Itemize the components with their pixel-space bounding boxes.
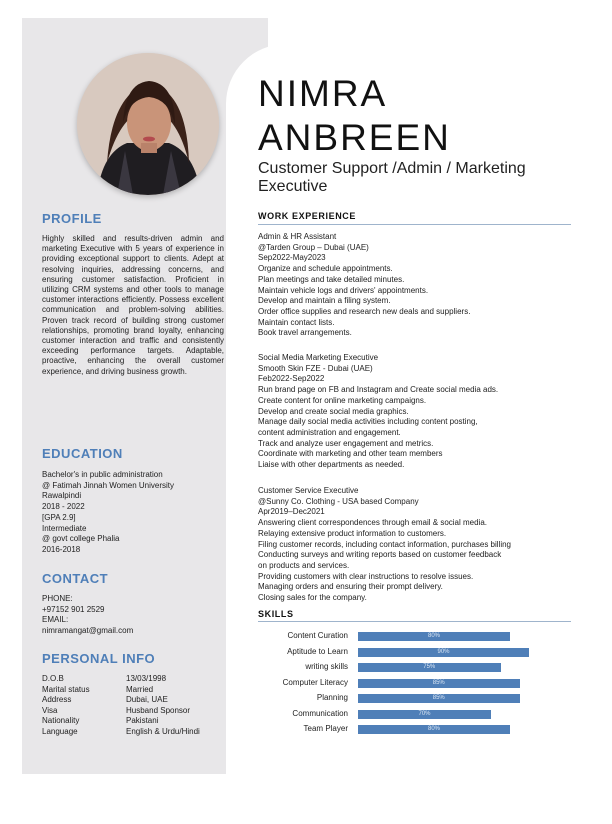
- job-line: Track and analyze user engagement and metrics.: [258, 438, 434, 448]
- job-line: Manage daily social media activities including content posting,: [258, 417, 478, 427]
- job-line: Closing sales for the company.: [258, 593, 367, 603]
- job-line: Book travel arrangements.: [258, 328, 352, 338]
- personal-info-value: 13/03/1998: [126, 674, 167, 683]
- job-line: Social Media Marketing Executive: [258, 353, 379, 362]
- skill-percent-label: 70%: [418, 710, 431, 717]
- profile-heading: PROFILE: [42, 211, 102, 226]
- job-line: Develop and create social media graphics.: [258, 406, 409, 416]
- skill-percent-label: 85%: [432, 679, 445, 686]
- job-entry: [258, 353, 574, 471]
- personal-info-key: Marital status: [42, 684, 90, 694]
- education-heading: EDUCATION: [42, 446, 123, 461]
- work-experience-heading: WORK EXPERIENCE: [258, 211, 357, 221]
- job-line: Sep2022-May2023: [258, 253, 326, 263]
- skill-percent-label: 75%: [423, 664, 436, 670]
- job-line: Develop and maintain a filing system.: [258, 296, 391, 306]
- email-label: EMAIL:: [42, 615, 69, 625]
- job-line: Admin & HR Assistant: [258, 232, 337, 241]
- job-line: Providing customers with clear instructions to resolve issues.: [258, 571, 474, 581]
- job-line: Create content for online marketing campaigns.: [258, 395, 427, 405]
- skill-row: [258, 724, 578, 734]
- personal-info-key: Nationality: [42, 716, 80, 725]
- phone-label: PHONE:: [42, 594, 73, 603]
- skill-row: [258, 647, 578, 657]
- job-line: Smooth Skin FZE - Dubai (UAE): [258, 363, 373, 373]
- education-line: 2016-2018: [42, 544, 81, 554]
- job-entry: [258, 232, 574, 339]
- job-line: content administration and engagement.: [258, 427, 401, 437]
- skill-bar: [358, 725, 510, 734]
- skill-name: Aptitude to Learn: [287, 646, 348, 656]
- skill-name: Communication: [292, 708, 348, 718]
- job-line: Filing customer records, including contact information, purchases billing: [258, 539, 512, 549]
- education-line: @ govt college Phalia: [42, 534, 120, 544]
- skill-name: Planning: [316, 693, 348, 702]
- skill-percent-label: 80%: [427, 726, 440, 732]
- skill-percent-label: 90%: [437, 648, 450, 655]
- job-title: Customer Support /Admin / Marketing Executive: [258, 160, 526, 195]
- personal-info-row: [42, 706, 224, 717]
- personal-info-value: Pakistani: [126, 716, 159, 725]
- personal-info-value: Husband Sponsor: [126, 705, 191, 715]
- work-experience-divider: [258, 224, 571, 225]
- job-line: Conducting surveys and writing reports based on customer feedback: [258, 550, 502, 560]
- skill-bar: [358, 632, 510, 641]
- skill-bar: [358, 694, 520, 703]
- portrait-image: [77, 53, 219, 195]
- personal-info-row: [42, 695, 224, 706]
- skill-bar: [358, 679, 520, 688]
- profile-photo: [77, 53, 219, 195]
- skill-row: [258, 693, 578, 703]
- skill-name: Content Curation: [287, 631, 348, 640]
- skill-name: Team Player: [303, 724, 348, 733]
- first-name: NIMRA: [258, 73, 388, 114]
- skill-name: writing skills: [305, 662, 348, 671]
- personal-info-row: [42, 674, 224, 685]
- personal-info-key: Address: [42, 695, 72, 704]
- personal-info-value: Dubai, UAE: [126, 695, 168, 704]
- skill-percent-label: 85%: [432, 695, 445, 701]
- phone-number[interactable]: +97152 901 2529: [42, 604, 105, 614]
- job-line: Order office supplies and research new deals and suppliers.: [258, 306, 471, 316]
- personal-info-value: Married: [126, 684, 154, 694]
- job-line: @Tarden Group – Dubai (UAE): [258, 242, 369, 252]
- job-line: Organize and schedule appointments.: [258, 264, 393, 274]
- job-line: Coordinate with marketing and other team members: [258, 449, 443, 459]
- skill-row: [258, 662, 578, 672]
- contact-heading: CONTACT: [42, 571, 109, 586]
- job-line: Feb2022-Sep2022: [258, 374, 325, 384]
- job-line: Apr2019–Dec2021: [258, 507, 325, 517]
- personal-info-key: Visa: [42, 705, 58, 715]
- personal-info-value: English & Urdu/Hindi: [126, 726, 200, 736]
- skill-bar: [358, 648, 529, 657]
- job-line: Maintain vehicle logs and drivers' appointments.: [258, 285, 429, 295]
- job-line: Plan meetings and take detailed minutes.: [258, 274, 405, 284]
- skill-row: [258, 678, 578, 688]
- skill-bar: [358, 710, 491, 719]
- contact-block: [42, 594, 224, 637]
- profile-summary: Highly skilled and results-driven admin and marketing Executive with 5 years of experience in providing exceptional support to clients. Adept at resolving inquiries, addressing concerns, and ensuring customer satisfaction. Proficient in utilizing CRM systems and other tools to manage customer interactions efficiently. Possess excellent communication and problem-solving abilities. Proven track record of building strong customer relationships, promoting brand loyalty, enhancing customer interaction and traffic and consistently exceeding performance targets. Adaptable, proactive, enhancing the overall customer experience, and driving business growth.: [42, 234, 224, 376]
- education-line: @ Fatimah Jinnah Women University: [42, 480, 175, 490]
- education-line: Rawalpindi: [42, 491, 82, 501]
- education-line: Bachelor's in public administration: [42, 470, 163, 479]
- education-line: 2018 - 2022: [42, 502, 85, 512]
- last-name: ANBREEN: [258, 117, 451, 158]
- personal-info-heading: PERSONAL INFO: [42, 651, 156, 666]
- skills-heading: SKILLS: [258, 609, 294, 619]
- skill-name: Computer Literacy: [282, 677, 348, 687]
- personal-info-row: [42, 716, 224, 727]
- job-line: Liaise with other departments as needed.: [258, 460, 405, 470]
- personal-info-table: [42, 674, 224, 737]
- skill-bar: [358, 663, 501, 672]
- personal-info-row: [42, 685, 224, 696]
- personal-info-key: Language: [42, 726, 78, 736]
- job-line: @Sunny Co. Clothing - USA based Company: [258, 496, 419, 506]
- email-address[interactable]: nimramangat@gmail.com: [42, 626, 134, 636]
- personal-info-row: [42, 727, 224, 738]
- job-line: Answering client correspondences through email & social media.: [258, 518, 488, 528]
- job-line: Managing orders and ensuring their prompt delivery.: [258, 582, 443, 592]
- job-line: Relaying extensive product information to customers.: [258, 528, 447, 538]
- skill-row: [258, 709, 578, 719]
- skills-divider: [258, 621, 571, 622]
- education-list: [42, 470, 224, 556]
- skill-row: [258, 631, 578, 641]
- job-line: on products and services.: [258, 560, 350, 570]
- job-line: Customer Service Executive: [258, 486, 359, 495]
- education-line: Intermediate: [42, 523, 87, 533]
- job-entry: [258, 486, 574, 604]
- job-line: Maintain contact lists.: [258, 317, 335, 327]
- job-line: Run brand page on FB and Instagram and Create social media ads.: [258, 385, 499, 395]
- education-line: [GPA 2.9]: [42, 512, 76, 522]
- personal-info-key: D.O.B: [42, 674, 64, 683]
- skill-percent-label: 80%: [427, 633, 440, 639]
